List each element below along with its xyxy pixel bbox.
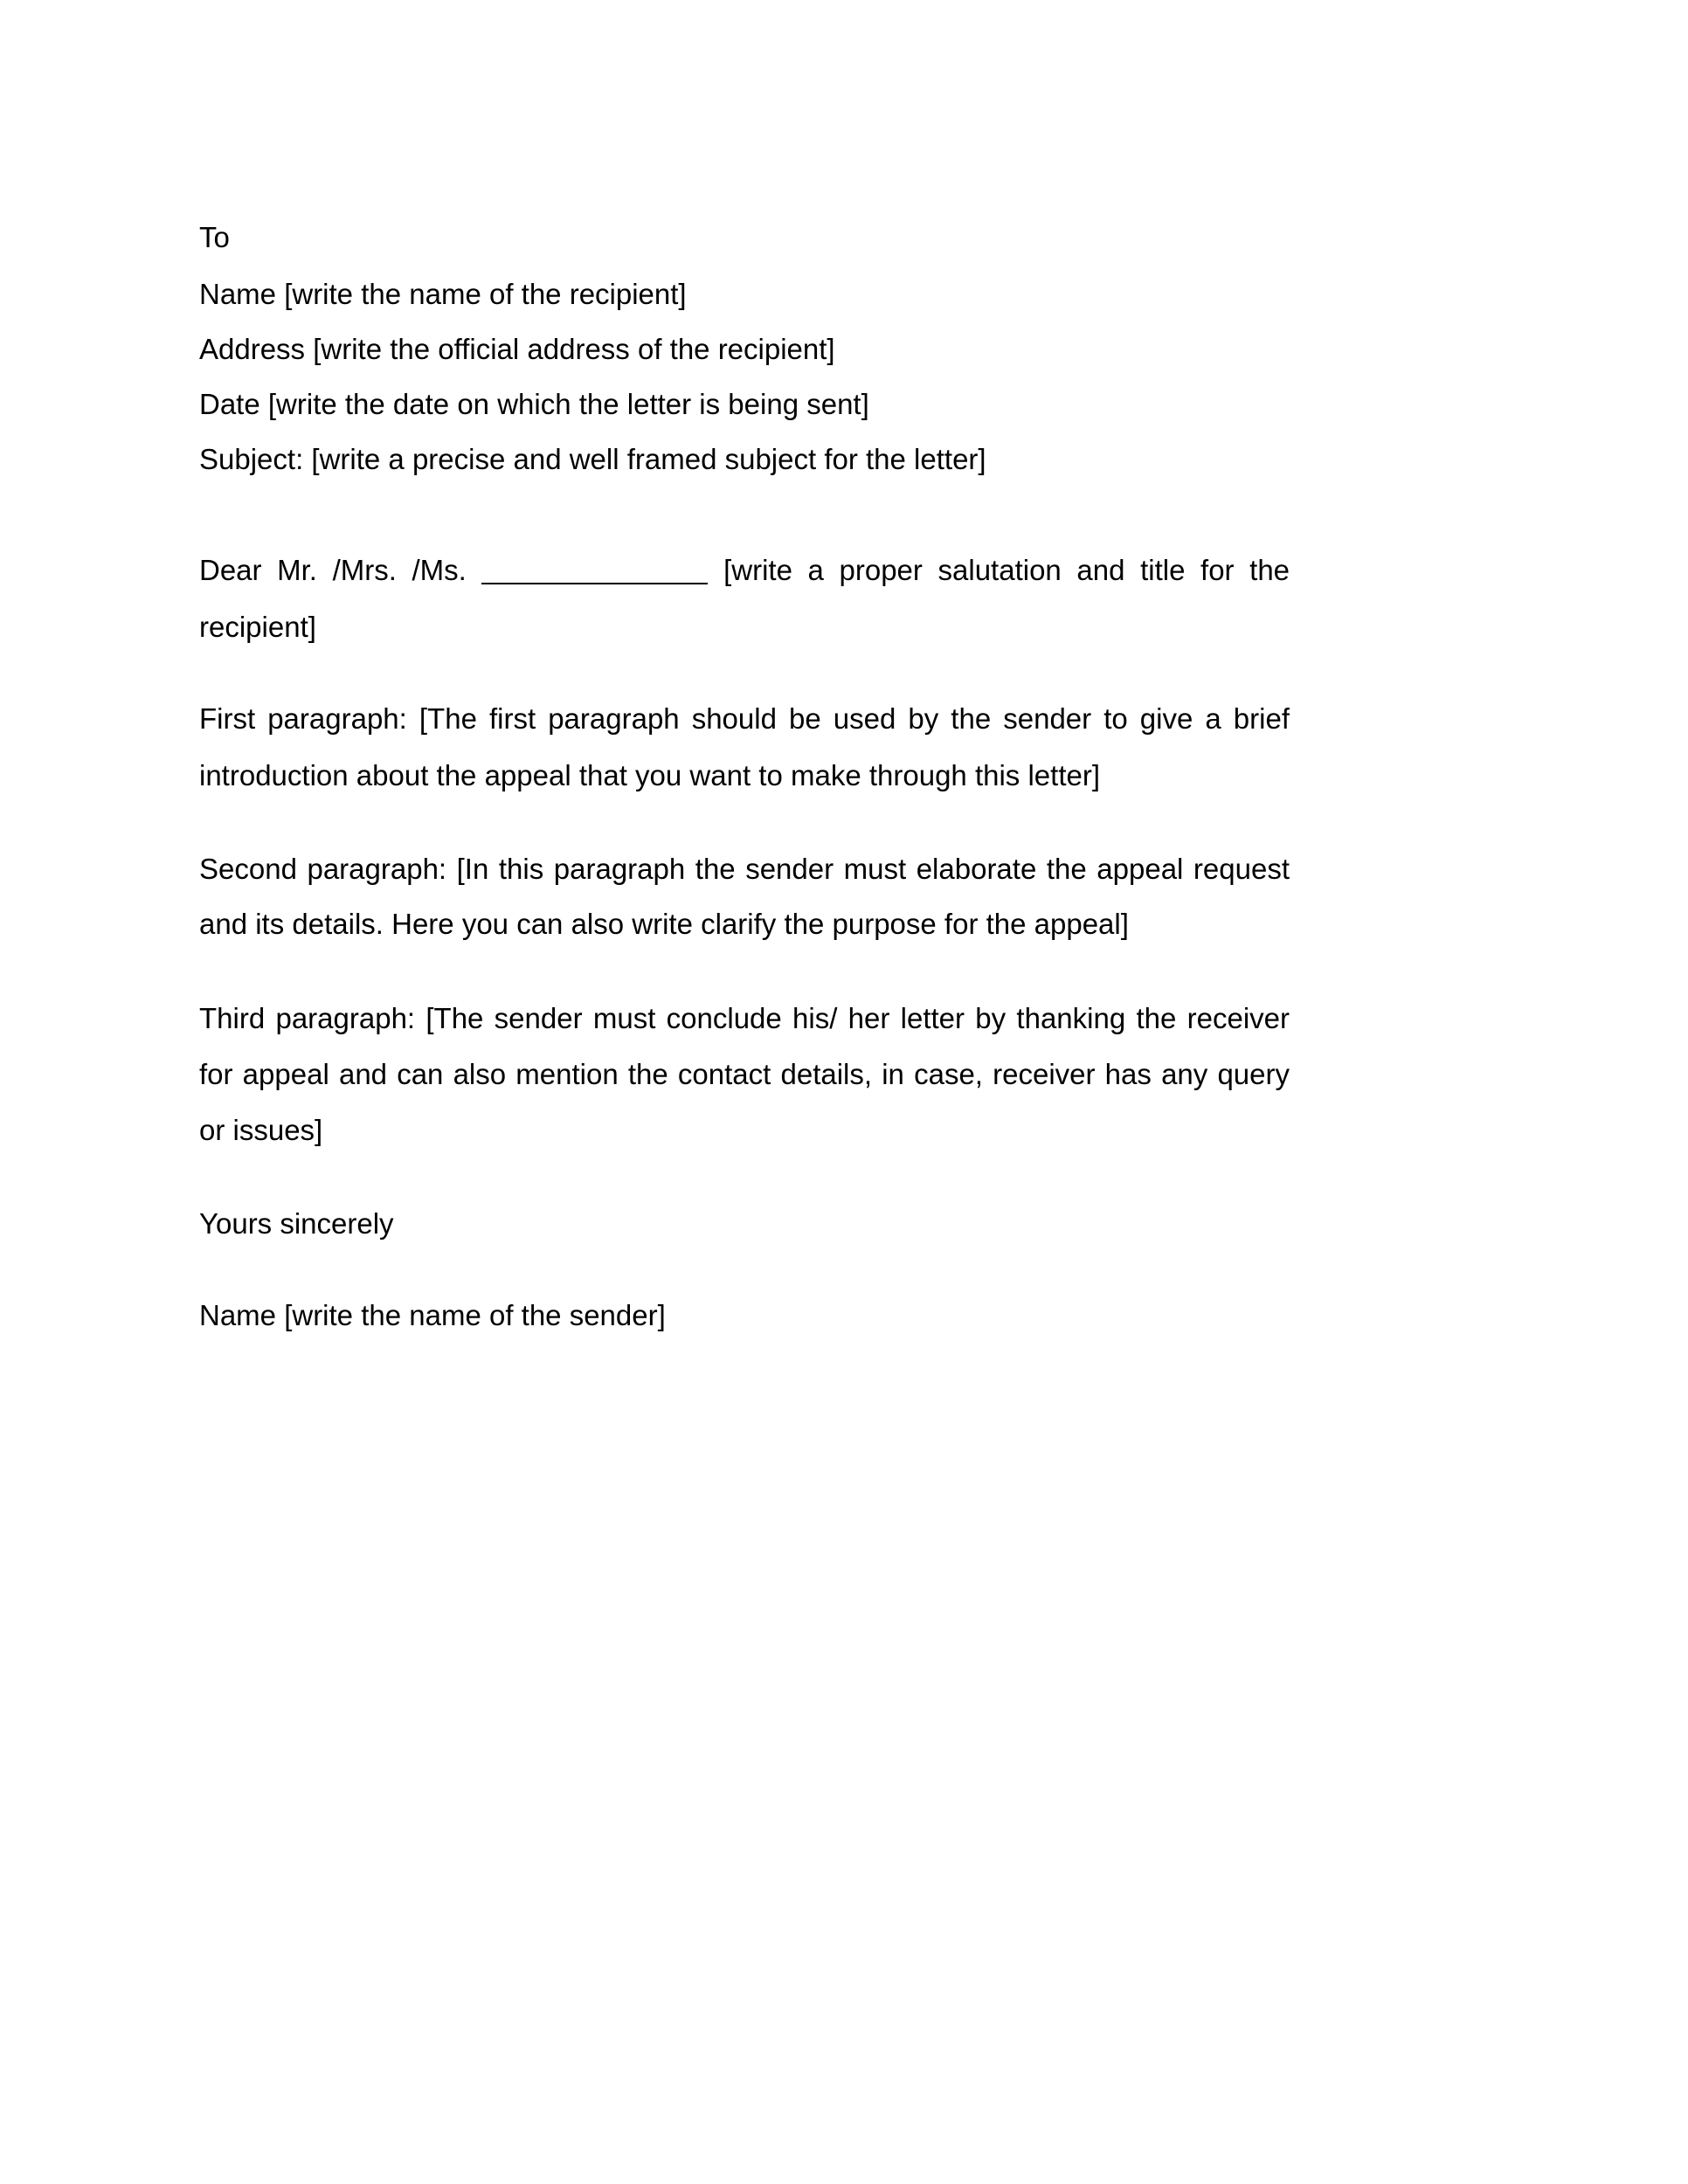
first-paragraph-line-1: First paragraph: [The first paragraph should be used by the sender to give a brief xyxy=(199,702,1290,735)
third-paragraph-line-1: Third paragraph: [The sender must conclude his/ her letter by thanking the receiver xyxy=(199,1002,1290,1034)
salutation-line xyxy=(199,553,1290,588)
third-paragraph-line-3: or issues] xyxy=(199,1114,323,1146)
salutation-name-blank[interactable] xyxy=(481,559,708,584)
second-paragraph-line-2: and its details. Here you can also write clarify the purpose for the appeal] xyxy=(199,908,1129,940)
third-paragraph-line-2: for appeal and can also mention the contact details, in case, receiver has any query xyxy=(199,1058,1290,1090)
sender-name-line: Name [write the name of the sender] xyxy=(199,1299,666,1331)
salutation-hint: [write a proper salutation and title for the xyxy=(723,554,1290,586)
salutation-prefix: Dear Mr. /Mrs. /Ms. xyxy=(199,554,467,586)
to-line: To xyxy=(199,221,230,253)
first-paragraph-line-2: introduction about the appeal that you want to make through this letter] xyxy=(199,759,1100,791)
recipient-name-line: Name [write the name of the recipient] xyxy=(199,278,687,310)
subject-line: Subject: [write a precise and well framed subject for the letter] xyxy=(199,443,986,475)
date-line: Date [write the date on which the letter is being sent] xyxy=(199,388,869,420)
second-paragraph-line-1: Second paragraph: [In this paragraph the sender must elaborate the appeal request xyxy=(199,853,1290,885)
recipient-address-line: Address [write the official address of the recipient] xyxy=(199,333,835,365)
closing-line: Yours sincerely xyxy=(199,1207,394,1240)
salutation-hint-continued: recipient] xyxy=(199,611,316,643)
